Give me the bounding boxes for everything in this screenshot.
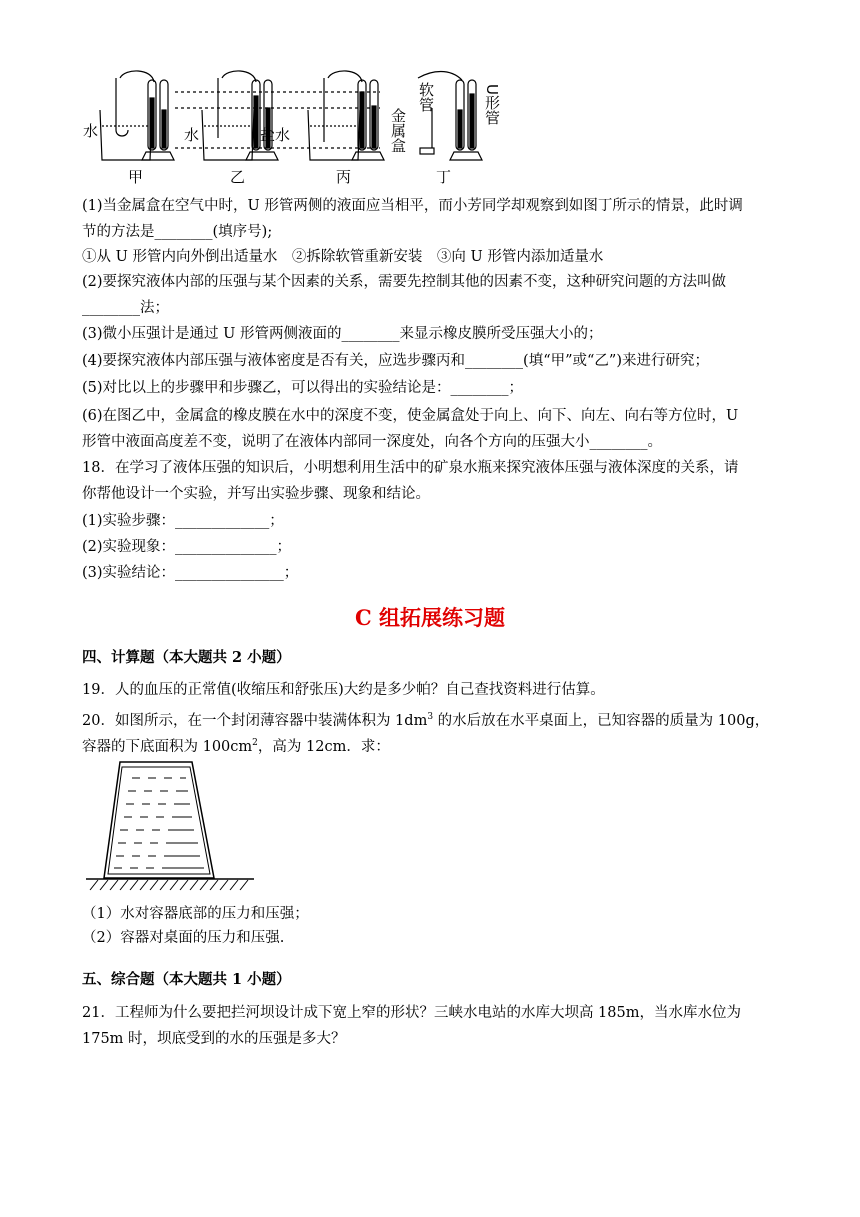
label-salt-water: 盐水 <box>260 126 291 144</box>
calc-section-heading: 四、计算题（本大题共 2 小题） <box>82 649 291 666</box>
q21-line1: 21．工程师为什么要把拦河坝设计成下宽上窄的形状？三峡水电站的水库大坝高 185m，当水库水位为 <box>82 1005 741 1021</box>
label-water-b: 水 <box>184 126 200 144</box>
label-yi: 乙 <box>230 168 246 186</box>
q18-step2: (2)实验现象：______________； <box>82 539 292 555</box>
q20-line1: 20．如图所示，在一个封闭薄容器中装满体积为 $1dm^3$ 的水后放在水平桌面上，已知容器的质量为 100g， <box>82 712 770 729</box>
pressure-gauge-figure <box>80 68 520 188</box>
q17-part2-line2: ________法； <box>82 300 169 316</box>
label-water-a: 水 <box>83 122 99 140</box>
q17-part1-line2: 节的方法是________(填序号); <box>82 224 273 240</box>
q21-line2: 175m 时，坝底受到的水的压强是多大？ <box>82 1031 346 1047</box>
label-soft-tube: 软管 <box>417 82 435 112</box>
q17-part2-line1: (2)要探究液体内部的压强与某个因素的关系，需要先控制其他的因素不变，这种研究问题的方法叫做 <box>82 274 727 290</box>
q17-part3: (3)微小压强计是通过 U 形管两侧液面的________来显示橡皮膜所受压强大小的； <box>82 326 603 342</box>
label-bing: 丙 <box>336 168 352 186</box>
q17-part6-line2: 形管中液面高度差不变，说明了在液体内部同一深度处，向各个方向的压强大小________。 <box>82 434 662 450</box>
q18-line2: 你帮他设计一个实验，并写出实验步骤、现象和结论。 <box>82 486 430 502</box>
q19: 19．人的血压的正常值(收缩压和舒张压)大约是多少帕？自己查找资料进行估算。 <box>82 682 605 698</box>
container-figure <box>82 758 257 896</box>
q17-part4: (4)要探究液体内部压强与液体密度是否有关，应选步骤丙和________(填“甲”或“乙”)来进行研究； <box>82 353 710 369</box>
q17-part5: (5)对比以上的步骤甲和步骤乙，可以得出的实验结论是：________； <box>82 380 524 396</box>
label-jia: 甲 <box>128 168 144 186</box>
section-c-title: C 组拓展练习题 <box>354 605 506 630</box>
q17-part6-line1: (6)在图乙中，金属盒的橡皮膜在水中的深度不变，使金属盒处于向上、向下、向左、向右等方位时，U <box>82 408 739 424</box>
label-ding: 丁 <box>436 168 452 186</box>
q17-options: ①从 U 形管内向外倒出适量水 ②拆除软管重新安装 ③向 U 形管内添加适量水 <box>82 249 604 265</box>
comprehensive-section-heading: 五、综合题（本大题共 1 小题） <box>82 971 291 988</box>
q17-part1-line1: (1)当金属盒在空气中时，U 形管两侧的液面应当相平，而小芳同学却观察到如图丁所示的情景，此时调 <box>82 198 743 214</box>
q20-sub1: （1）水对容器底部的压力和压强； <box>82 906 309 922</box>
q20-line2: 容器的下底面积为 $100cm^2$，高为 12cm．求： <box>82 738 390 755</box>
q18-step3: (3)实验结论：_______________； <box>82 565 299 581</box>
label-metal-box: 金属盒 <box>389 108 407 153</box>
label-u-tube: U形管 <box>483 84 501 125</box>
q18-step1: (1)实验步骤：_____________； <box>82 513 284 529</box>
q20-sub2: （2）容器对桌面的压力和压强. <box>82 930 285 946</box>
q18-line1: 18．在学习了液体压强的知识后，小明想利用生活中的矿泉水瓶来探究液体压强与液体深度的关系，请 <box>82 460 739 476</box>
